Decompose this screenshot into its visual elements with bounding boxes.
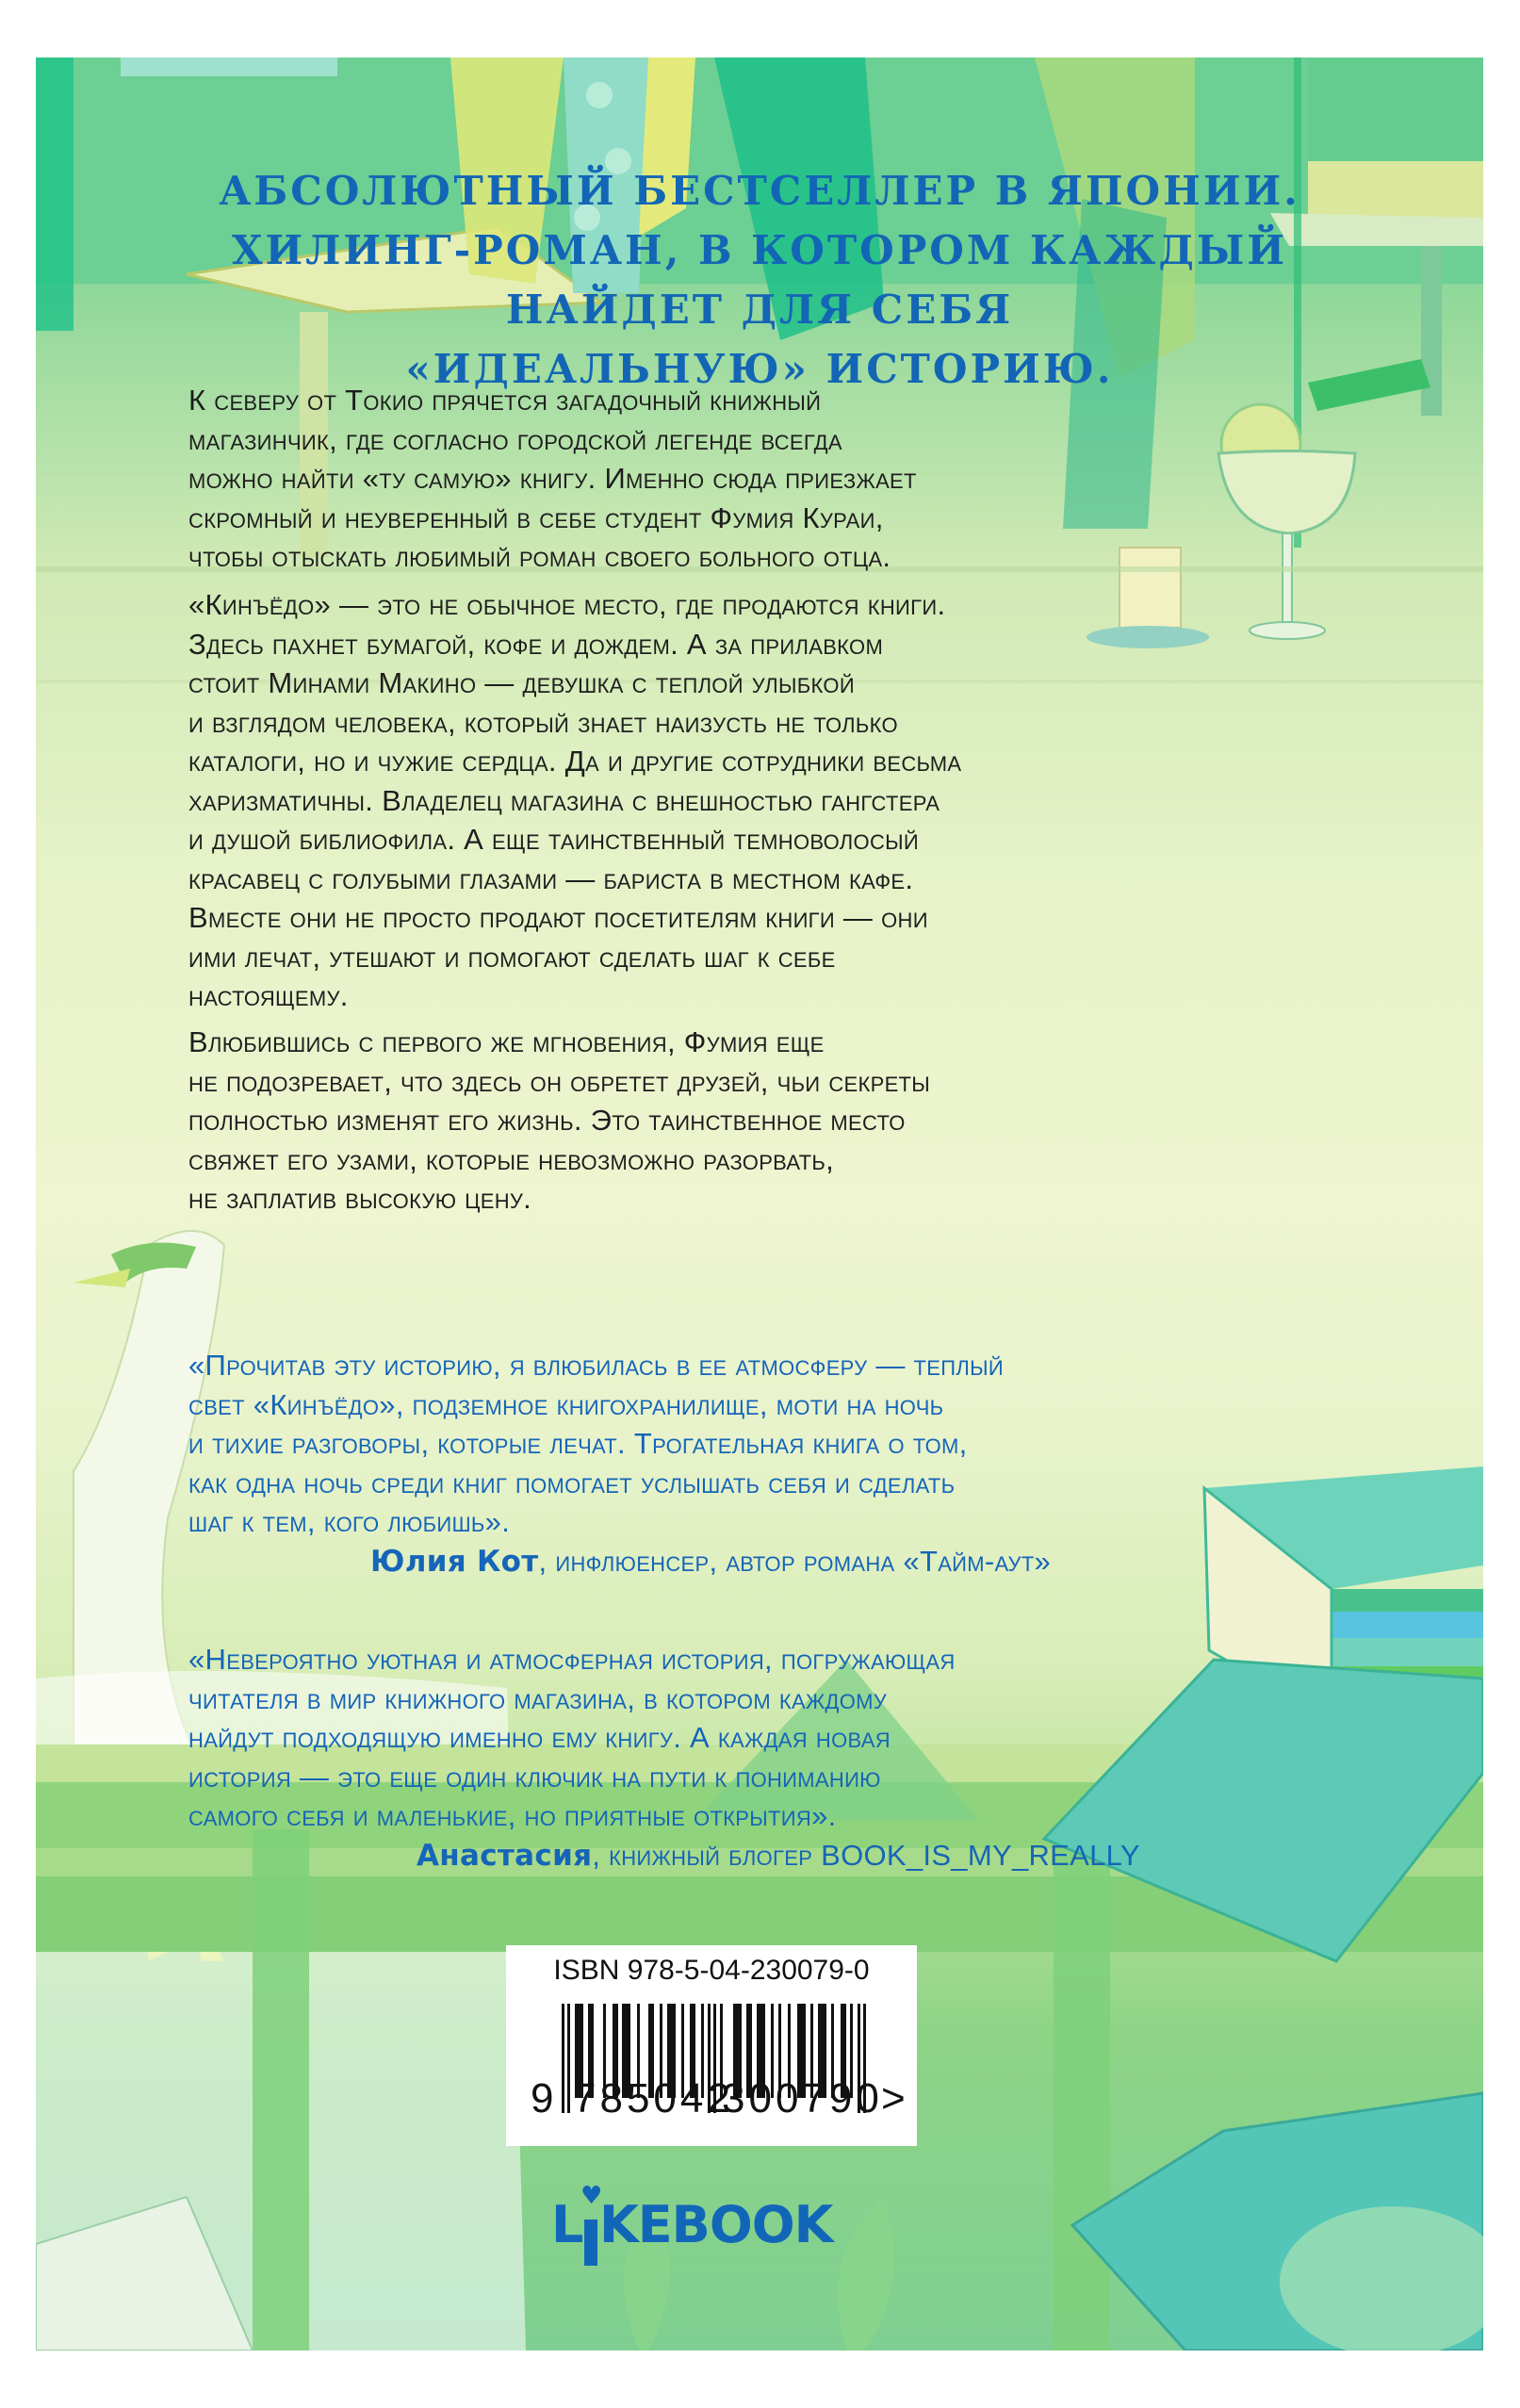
review-line: читателя в мир книжного магазина, в котором каждому — [188, 1681, 888, 1715]
review-author: Юлия Кот — [370, 1544, 539, 1579]
review-line: найдут подходящую именно ему книгу. А каждая новая — [188, 1721, 891, 1754]
review-line: история — это еще один ключик на пути к пониманию — [188, 1760, 881, 1794]
logo-text-l: L — [551, 2195, 583, 2254]
logo-text-kebook: KEBOOK — [598, 2195, 833, 2254]
synopsis-paragraph-3 — [188, 1023, 1225, 1219]
headline-line: ХИЛИНГ-РОМАН, В КОТОРОМ КАЖДЫЙ — [231, 227, 1288, 273]
text-line: красавец с голубыми глазами — бариста в местном кафе. — [188, 861, 914, 895]
text-line: Вместе они не просто продают посетителям книги — они — [188, 901, 928, 934]
text-line: Здесь пахнет бумагой, кофе и дождем. А за прилавком — [188, 627, 884, 661]
text-line: и душой библиофила. А еще таинственный темноволосый — [188, 823, 920, 856]
review-2 — [188, 1640, 1348, 1876]
text-line: чтобы отыскать любимый роман своего больного отца. — [188, 540, 891, 573]
review-line: «Прочитав эту историю, я влюбилась в ее атмосферу — теплый — [188, 1349, 1005, 1382]
headline-line: «ИДЕАЛЬНУЮ» ИСТОРИЮ. — [405, 346, 1114, 392]
text-line: ими лечат, утешают и помогают сделать шаг к себе — [188, 940, 836, 974]
synopsis-paragraph-1 — [188, 381, 1225, 577]
review-author-role: , инфлюенсер, автор романа «Тайм-аут» — [538, 1544, 1052, 1578]
book-back-cover — [36, 57, 1483, 2351]
barcode-digit-first: 9 — [531, 2075, 554, 2121]
review-line: и тихие разговоры, которые лечат. Трогательная книга о том, — [188, 1427, 968, 1460]
text-line: каталоги, но и чужие сердца. Да и другие сотрудники весьма — [188, 745, 962, 778]
text-line: скромный и неуверенный в себе студент Фумия Кураи, — [188, 500, 884, 534]
text-line: харизматичны. Владелец магазина с внешностью гангстера — [188, 783, 940, 817]
text-line: настоящему. — [188, 979, 349, 1012]
barcode-quiet-zone-marker: > — [881, 2075, 906, 2121]
text-line: Влюбившись с первого же мгновения, Фумия еще — [188, 1025, 825, 1058]
synopsis-paragraph-2 — [188, 585, 1225, 1016]
review-author-role: , книжный блогер BOOK_IS_MY_REALLY — [592, 1838, 1140, 1872]
text-line: не заплатив высокую цену. — [188, 1182, 532, 1215]
text-line: не подозревает, что здесь он обретет друзей, чьи секреты — [188, 1064, 931, 1098]
text-line: стоит Минами Макино — девушка с теплой улыбкой — [188, 666, 855, 699]
review-author: Анастасия — [417, 1838, 593, 1873]
review-line: «Невероятно уютная и атмосферная история, погружающая — [188, 1643, 956, 1676]
review-line: как одна ночь среди книг помогает услышать себя и сделать — [188, 1466, 956, 1499]
logo-letter-i — [580, 2182, 602, 2254]
headline-line: АБСОЛЮТНЫЙ БЕСТСЕЛЛЕР В ЯПОНИИ. — [219, 168, 1300, 214]
text-line: «Кинъёдо» — это не обычное место, где продаются книги. — [188, 588, 946, 621]
text-line: свяжет его узами, которые невозможно разорвать, — [188, 1142, 835, 1176]
review-attribution — [188, 1836, 1348, 1876]
publisher-logo-likebook — [551, 2182, 833, 2254]
review-line: свет «Кинъёдо», подземное книгохранилище, моти на ночь — [188, 1387, 944, 1421]
barcode-digit-group-1: 785042 — [573, 2075, 734, 2121]
review-line: самого себя и маленькие, но приятные открытия». — [188, 1799, 837, 1832]
review-line: шаг к тем, кого любишь». — [188, 1505, 511, 1538]
isbn-barcode — [506, 1945, 917, 2146]
review-attribution — [188, 1542, 1348, 1582]
text-line: и взглядом человека, который знает наизусть не только — [188, 705, 898, 739]
text-line: К северу от Токио прячется загадочный книжный — [188, 384, 822, 417]
text-line: полностью изменят его жизнь. Это таинственное место — [188, 1104, 906, 1137]
headline-line: НАЙДЕТ ДЛЯ СЕБЯ — [505, 287, 1014, 333]
isbn-label: ISBN 978-5-04-230079-0 — [553, 1955, 870, 1986]
text-line: магазинчик, где согласно городской легенде всегда — [188, 422, 842, 456]
text-line: можно найти «ту самую» книгу. Именно сюда приезжает — [188, 462, 917, 495]
review-1 — [188, 1346, 1348, 1581]
heart-icon: ♥ — [580, 2182, 602, 2210]
headline — [36, 161, 1483, 399]
barcode-digit-group-2: 300790 — [722, 2075, 883, 2121]
